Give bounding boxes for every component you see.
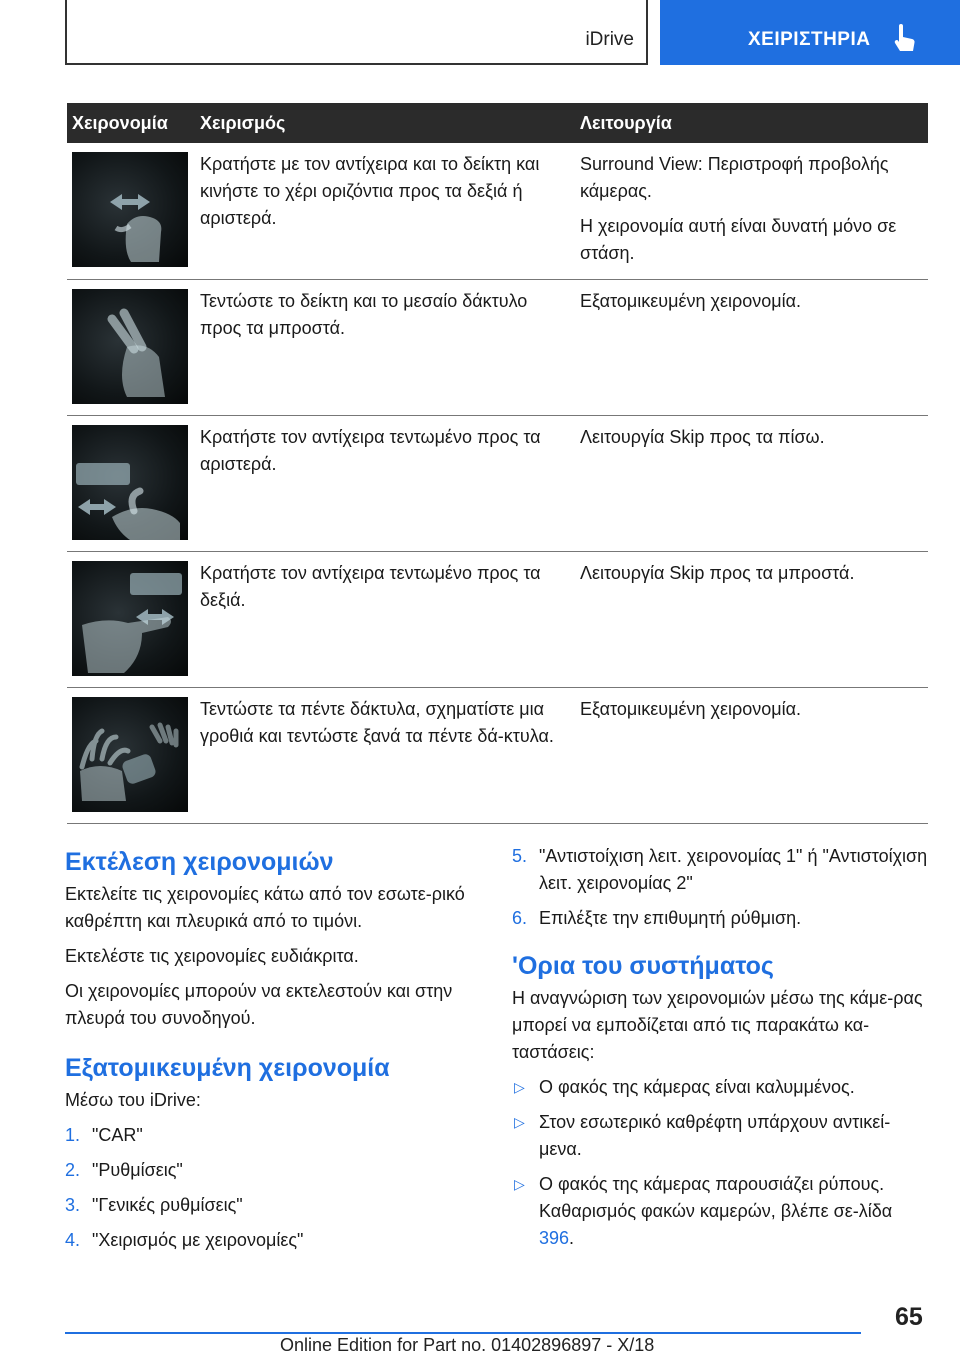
operation-text: Τεντώστε τα πέντε δάκτυλα, σχηματίστε μια γροθιά και τεντώστε ξανά τα πέντε δά-κτυλα. bbox=[200, 698, 554, 746]
step-text: "Χειρισμός με χειρονομίες" bbox=[92, 1230, 304, 1250]
list-item bbox=[512, 1074, 928, 1101]
hand-pointer-icon bbox=[892, 24, 918, 54]
function-text: Εξατομικευμένη χειρονομία. bbox=[580, 698, 802, 719]
operation-text: Κρατήστε τον αντίχειρα τεντωμένο προς τα δεξιά. bbox=[200, 562, 541, 610]
bullet-triangle-icon: ▷ bbox=[514, 1079, 525, 1095]
table-row bbox=[67, 687, 928, 823]
heading-custom-gesture: Εξατομικευμένη χειρονομία bbox=[65, 1054, 390, 1082]
paragraph: Εκτελείτε τις χειρονομίες κάτω από τον εσωτε-ρικό καθρέπτη και πλευρικά από το τιμόνι. bbox=[65, 884, 465, 931]
paragraph: Μέσω του iDrive: bbox=[65, 1090, 201, 1110]
step-text: "Ρυθμίσεις" bbox=[92, 1160, 183, 1180]
list-item bbox=[512, 843, 928, 897]
step-number: 2. bbox=[65, 1160, 81, 1180]
paragraph: Η αναγνώριση των χειρονομιών μέσω της κάμε-ρας μπορεί να εμποδίζεται από τις παρακάτω κα-ταστάσεις: bbox=[512, 988, 923, 1062]
operation-cell bbox=[193, 415, 572, 551]
function-cell bbox=[572, 279, 928, 415]
function-cell bbox=[572, 143, 928, 279]
operation-cell bbox=[193, 551, 572, 687]
gesture-swipe-image bbox=[72, 152, 188, 267]
bullet-text: Ο φακός της κάμερας παρουσιάζει ρύπους. Καθαρισμός φακών καμερών, βλέπε σε-λίδα bbox=[539, 1174, 893, 1221]
chapter-tab[interactable] bbox=[660, 0, 960, 65]
gesture-thumb-left-image bbox=[72, 425, 188, 540]
operation-cell bbox=[193, 279, 572, 415]
list-item bbox=[65, 1192, 485, 1219]
list-item bbox=[65, 1122, 485, 1149]
table-row bbox=[67, 415, 928, 551]
table-row bbox=[67, 279, 928, 415]
list-item bbox=[65, 1157, 485, 1184]
bullet-triangle-icon: ▷ bbox=[514, 1176, 525, 1192]
operation-text: Κρατήστε τον αντίχειρα τεντωμένο προς τα αριστερά. bbox=[200, 426, 541, 474]
table-row bbox=[67, 143, 928, 279]
operation-text: Τεντώστε το δείκτη και το μεσαίο δάκτυλο προς τα μπροστά. bbox=[200, 290, 528, 338]
gesture-image-cell bbox=[67, 551, 193, 687]
paragraph: Εκτελέστε τις χειρονομίες ευδιάκριτα. bbox=[65, 946, 359, 966]
step-text: "Αντιστοίχιση λειτ. χειρονομίας 1" ή "Αντιστοίχιση λειτ. χειρονομίας 2" bbox=[539, 846, 928, 893]
function-cell bbox=[572, 551, 928, 687]
col-header-operation: Χειρισμός bbox=[193, 103, 572, 143]
section-title: iDrive bbox=[585, 29, 634, 50]
chapter-title: ΧΕΙΡΙΣΤΗΡΙΑ bbox=[748, 29, 871, 50]
operation-text: Κρατήστε με τον αντίχειρα και το δείκτη και κινήστε το χέρι οριζόντια προς τα δεξιά ή αριστερά. bbox=[200, 154, 540, 228]
gesture-image-cell bbox=[67, 415, 193, 551]
list-item bbox=[65, 1227, 485, 1254]
list-item bbox=[512, 905, 928, 932]
right-column bbox=[512, 843, 928, 1252]
bullet-content bbox=[539, 1171, 928, 1252]
gesture-image-cell bbox=[67, 143, 193, 279]
step-number: 4. bbox=[65, 1230, 81, 1250]
heading-performing-gestures: Εκτέλεση χειρονομιών bbox=[65, 848, 334, 876]
bullet-text: Στον εσωτερικό καθρέφτη υπάρχουν αντικεί-μενα. bbox=[539, 1112, 891, 1159]
col-header-function: Λειτουργία bbox=[572, 103, 928, 143]
step-text: "CAR" bbox=[92, 1125, 143, 1145]
step-number: 5. bbox=[512, 846, 528, 866]
left-column bbox=[65, 846, 485, 1254]
footer-divider bbox=[65, 1332, 861, 1334]
step-number: 3. bbox=[65, 1195, 81, 1215]
function-text: Εξατομικευμένη χειρονομία. bbox=[580, 290, 802, 311]
function-text: Λειτουργία Skip προς τα πίσω. bbox=[580, 426, 825, 447]
bullet-triangle-icon: ▷ bbox=[514, 1114, 525, 1130]
list-item bbox=[512, 1109, 928, 1163]
function-cell bbox=[572, 687, 928, 823]
col-header-gesture: Χειρονομία bbox=[67, 103, 193, 143]
gesture-two-fingers-image bbox=[72, 289, 188, 404]
footer-edition: Online Edition for Part no. 01402896897 - X/18 bbox=[280, 1335, 655, 1355]
gesture-table bbox=[67, 103, 928, 824]
operation-cell bbox=[193, 687, 572, 823]
step-number: 1. bbox=[65, 1125, 81, 1145]
step-number: 6. bbox=[512, 908, 528, 928]
page-reference-link[interactable]: 396 bbox=[539, 1228, 570, 1248]
step-text: Επιλέξτε την επιθυμητή ρύθμιση. bbox=[539, 908, 802, 928]
function-text: Surround View: Περιστροφή προβολής κάμερας. bbox=[580, 154, 889, 201]
bullet-text: Ο φακός της κάμερας είναι καλυμμένος. bbox=[539, 1077, 855, 1097]
table-row bbox=[67, 551, 928, 687]
paragraph: Οι χειρονομίες μπορούν να εκτελεστούν και στην πλευρά του συνοδηγού. bbox=[65, 981, 453, 1028]
step-text: "Γενικές ρυθμίσεις" bbox=[92, 1195, 243, 1215]
operation-cell bbox=[193, 143, 572, 279]
header-box bbox=[65, 0, 648, 65]
gesture-open-fist-image bbox=[72, 697, 188, 812]
heading-system-limits: 'Ορια του συστήματος bbox=[512, 952, 774, 980]
table-header-row bbox=[67, 103, 928, 143]
gesture-image-cell bbox=[67, 687, 193, 823]
function-cell bbox=[572, 415, 928, 551]
function-text: Λειτουργία Skip προς τα μπροστά. bbox=[580, 562, 855, 583]
gesture-thumb-right-image bbox=[72, 561, 188, 676]
list-item bbox=[512, 1171, 928, 1252]
gesture-image-cell bbox=[67, 279, 193, 415]
bullet-suffix: . bbox=[569, 1228, 575, 1248]
function-note: Η χειρονομία αυτή είναι δυνατή μόνο σε στάση. bbox=[580, 216, 897, 263]
page-number: 65 bbox=[895, 1303, 923, 1331]
